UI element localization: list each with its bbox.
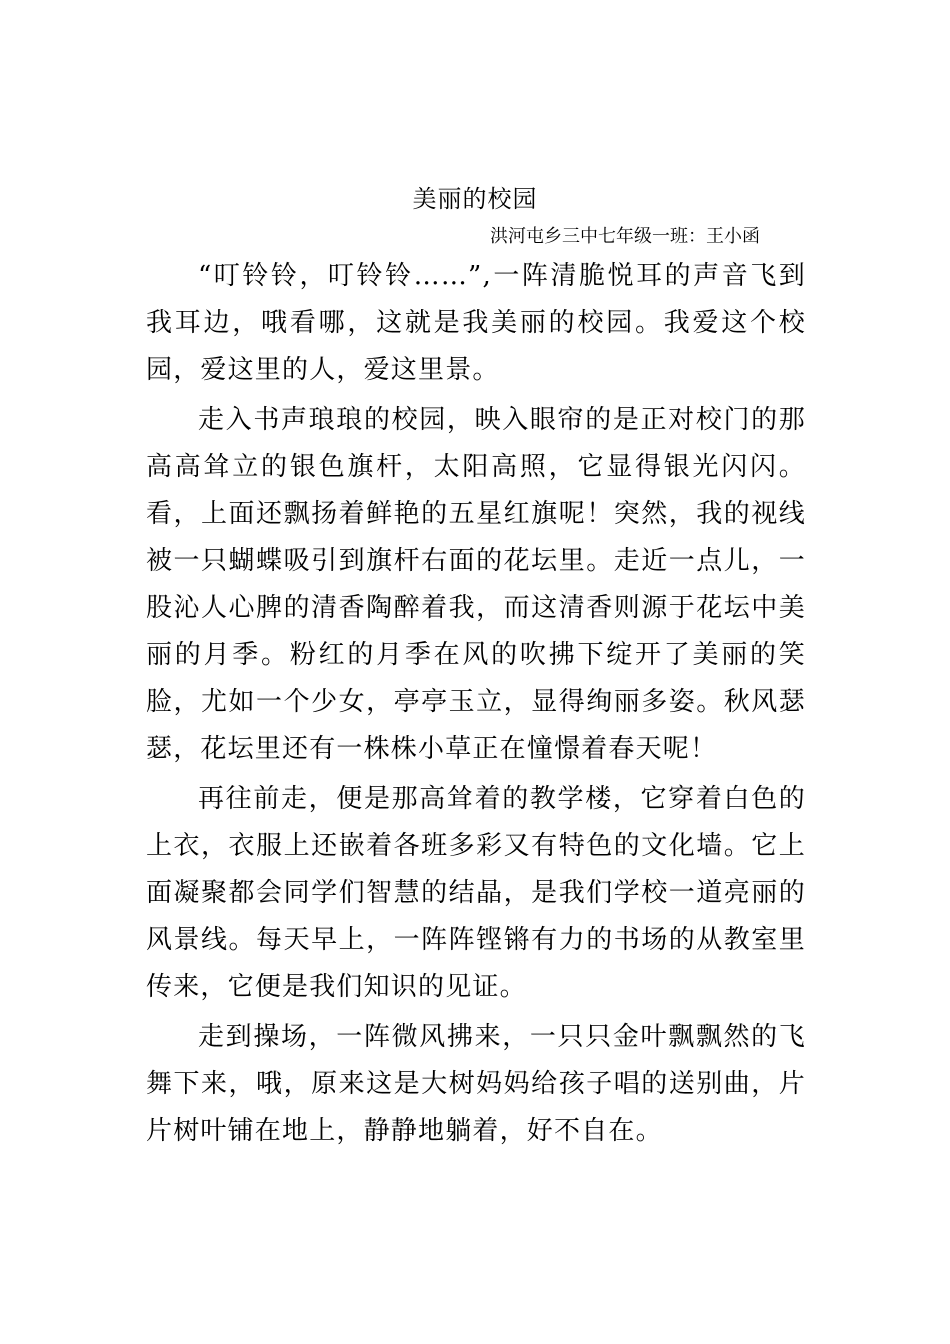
essay-title: 美丽的校园 bbox=[412, 185, 538, 213]
essay-body bbox=[146, 253, 806, 1158]
author-byline: 洪河屯乡三中七年级一班：王小函 bbox=[490, 226, 760, 247]
paragraph: 再往前走，便是那高耸着的教学楼，它穿着白色的上衣，衣服上还嵌着各班多彩又有特色的文化墙。它上面凝聚都会同学们智慧的结晶，是我们学校一道亮丽的风景线。每天早上，一阵阵铿锵有力的书场的从教室里传来，它便是我们知识的见证。 bbox=[146, 784, 806, 1002]
paragraph: 走到操场，一阵微风拂来，一只只金叶飘飘然的飞舞下来，哦，原来这是大树妈妈给孩子唱的送别曲，片片树叶铺在地上，静静地躺着，好不自在。 bbox=[146, 1022, 806, 1146]
paragraph: “叮铃铃，叮铃铃……”,一阵清脆悦耳的声音飞到我耳边，哦看哪，这就是我美丽的校园。我爱这个校园，爱这里的人，爱这里景。 bbox=[146, 261, 806, 385]
paragraph: 走入书声琅琅的校园，映入眼帘的是正对校门的那高高耸立的银色旗杆，太阳高照，它显得银光闪闪。看，上面还飘扬着鲜艳的五星红旗呢！突然，我的视线被一只蝴蝶吸引到旗杆右面的花坛里。走近一点儿，一股沁人心脾的清香陶醉着我，而这清香则源于花坛中美丽的月季。粉红的月季在风的吹拂下绽开了美丽的笑脸，尤如一个少女，亭亭玉立，显得绚丽多姿。秋风瑟瑟，花坛里还有一株株小草正在憧憬着春天呢！ bbox=[146, 405, 806, 764]
